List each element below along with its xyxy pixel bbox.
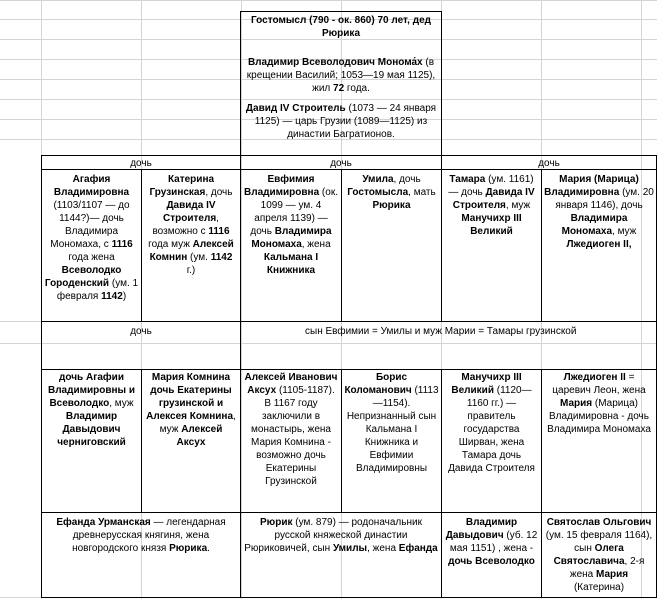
maria-a: (ум. 20 января 1146), дочь xyxy=(555,187,654,211)
agafia-cell xyxy=(42,173,141,303)
row3-c1-a: Ефанда Урманская xyxy=(56,517,151,528)
row3-c1-d: . xyxy=(207,543,210,554)
monomakh-cell xyxy=(241,56,441,95)
row3-cell-2 xyxy=(241,516,441,555)
evfimia-father: Владимира Мономаха xyxy=(251,226,332,250)
label-son-line: сын Евфимии = Умилы и муж Марии = Тамары грузинской xyxy=(305,326,577,337)
gostomysl-cell xyxy=(241,14,441,40)
row2-c6-a: Лжедиоген II xyxy=(563,372,626,383)
tamara-b: , муж xyxy=(505,200,531,211)
agafia-end-year: 1142 xyxy=(101,291,123,302)
row3-c4-c: Олега Святославича xyxy=(553,543,625,567)
tamara-husband: Манучихр III Великий xyxy=(461,213,522,237)
umila-b: , мать xyxy=(408,187,436,198)
label-doch-4: дочь xyxy=(130,326,152,337)
umila-cell xyxy=(342,173,441,212)
row2-cell-4 xyxy=(342,371,441,475)
katerina-b: , возможно с xyxy=(152,213,219,237)
tamara-name: Тамара xyxy=(449,174,486,185)
row3-c2-b: (ум. 879) — родоначальник русской княжеской династии Рюриковичей, сын xyxy=(244,517,422,554)
agafia-dates: (1103/1107 — до 1144?)— дочь Владимира Мономаха, с xyxy=(50,200,130,250)
david-name: Давид IV Строитель xyxy=(245,103,346,114)
row3-cell-1 xyxy=(42,516,240,555)
katerina-e: г.) xyxy=(186,265,196,276)
umila-father: Гостомысла xyxy=(347,187,409,198)
maria-name: Мария (Марица) Владимировна xyxy=(544,174,639,198)
row3-c4-b: (ум. 15 февраля 1164), сын xyxy=(545,530,653,554)
katerina-year2: 1142 xyxy=(210,252,233,263)
katerina-year: 1116 xyxy=(208,226,230,237)
row2-c5-b: (1120—1160 гг.) — правитель государства Ширван, жена Тамара дочь Давида Строителя xyxy=(448,385,535,474)
row2-c4-b: (1113—1154). Непризнанный сын Кальмана I Книжника и Евфимии Владимировны xyxy=(346,385,439,474)
katerina-a: , дочь xyxy=(205,187,233,198)
row3-c3-c: дочь Всеволодко xyxy=(448,556,535,567)
row3-c2-e: Ефанда xyxy=(398,543,438,554)
row2-cell-6 xyxy=(542,371,656,436)
tamara-cell xyxy=(442,173,541,238)
umila-name: Умила xyxy=(362,174,394,185)
label-doch-3: дочь xyxy=(538,158,560,169)
evfimia-husband: Кальмана I Книжника xyxy=(263,252,319,276)
agafia-husband: Всеволодко Городенский xyxy=(44,265,122,289)
agafia-end: (ум. 1 февраля xyxy=(56,278,139,302)
row3-c3-b: (уб. 12 мая 1151) , жена - xyxy=(449,530,538,554)
katerina-husband: Алексей Комнин xyxy=(149,239,234,263)
row2-cell-3 xyxy=(241,371,341,488)
maria-father: Владимира Мономаха xyxy=(561,213,628,237)
row2-c5-a: Манучихр III Великий xyxy=(451,372,522,396)
row3-c2-a: Рюрик xyxy=(260,517,293,528)
katerina-father: Давида IV Строителя xyxy=(163,200,217,224)
agafia-close: ) xyxy=(122,291,127,302)
row2-c1-a: дочь Агафии Владимировны и Всеволодко xyxy=(47,372,136,409)
row3-c4-f: (Катерина) xyxy=(573,582,625,593)
tamara-a: (ум. 1161) — дочь xyxy=(448,174,534,198)
row2-c2-c: Алексей Аксух xyxy=(176,424,223,448)
umila-a: , дочь xyxy=(393,174,421,185)
agafia-year: 1116 xyxy=(111,239,133,250)
katerina-c: года муж xyxy=(148,239,193,250)
row2-cell-5 xyxy=(442,371,541,475)
row3-cell-4 xyxy=(542,516,656,594)
row3-c4-d: , 2-я жена xyxy=(569,556,645,580)
katerina-name: Катерина Грузинская xyxy=(149,174,215,198)
row2-c6-c: Мария xyxy=(560,398,593,409)
label-doch-2: дочь xyxy=(330,158,352,169)
agafia-name: Агафия Владимировна xyxy=(53,174,130,198)
row2-cell-2 xyxy=(142,371,240,449)
row2-c6-b: = царевич Леон, жена xyxy=(552,372,646,396)
row3-c2-c: Умилы xyxy=(332,543,368,554)
row2-c6-d: (Марица) Владимировна - дочь Владимира Мономаха xyxy=(547,398,651,435)
david-cell xyxy=(241,102,441,141)
maria-b: , муж xyxy=(612,226,637,237)
row2-c4-a: Борис Коломанович xyxy=(344,372,412,396)
umila-son: Рюрика xyxy=(372,200,411,211)
row2-c2-a: Мария Комнина дочь Екатерины грузинской и Алексея Комнина xyxy=(146,372,234,422)
tamara-father: Давида IV Строителя xyxy=(452,187,535,211)
label-doch-1: дочь xyxy=(130,158,152,169)
evfimia-cell xyxy=(241,173,341,277)
row3-cell-3 xyxy=(442,516,541,568)
david-info: (1073 — 24 января 1125) — царь Грузии (1089—1125) из династии Багратионов. xyxy=(254,103,437,140)
row3-c4-e: Мария xyxy=(596,569,629,580)
maria-cell xyxy=(542,173,656,251)
monomakh-age: 72 xyxy=(333,83,345,94)
monomakh-info: (в крещении Василий; 1053—19 мая 1125), жил xyxy=(246,57,436,94)
agafia-mid: года жена xyxy=(68,252,115,263)
row2-c1-c: Владимир Давыдович черниговский xyxy=(57,411,126,448)
row2-c2-b: , муж xyxy=(159,411,236,435)
row2-c3-a: Алексей Иванович Аксух xyxy=(244,372,338,396)
row3-c4-a: Святослав Ольгович xyxy=(546,517,652,528)
evfimia-a: (ок. 1099 — ум. 4 апреля 1139) — дочь xyxy=(250,187,338,237)
row3-c2-d: , жена xyxy=(367,543,399,554)
evfimia-b: , жена xyxy=(301,239,331,250)
row3-c1-b: — легендарная древнерусская княгиня, жена новгородского князя xyxy=(72,517,226,554)
row2-cell-1 xyxy=(42,371,141,449)
gostomysl-text: Гостомысл (790 - ок. 860) 70 лет, дед Рюрика xyxy=(251,15,431,39)
row2-c1-b: , муж xyxy=(109,398,134,409)
katerina-d: (ум. xyxy=(187,252,211,263)
row3-c3-a: Владимир Давыдович xyxy=(445,517,518,541)
evfimia-name: Евфимия Владимировна xyxy=(244,174,320,198)
row3-c1-c: Рюрика xyxy=(169,543,208,554)
monomakh-tail: года. xyxy=(344,83,370,94)
monomakh-name: Владимир Всеволодович Монома́х xyxy=(247,57,423,68)
katerina-cell xyxy=(142,173,240,277)
maria-husband: Лжедиоген II, xyxy=(566,239,632,250)
row2-c3-b: (1105-1187). В 1167 году заключили в монастырь, жена Мария Комнина - возможно дочь Екатерины Грузинской xyxy=(251,385,335,487)
